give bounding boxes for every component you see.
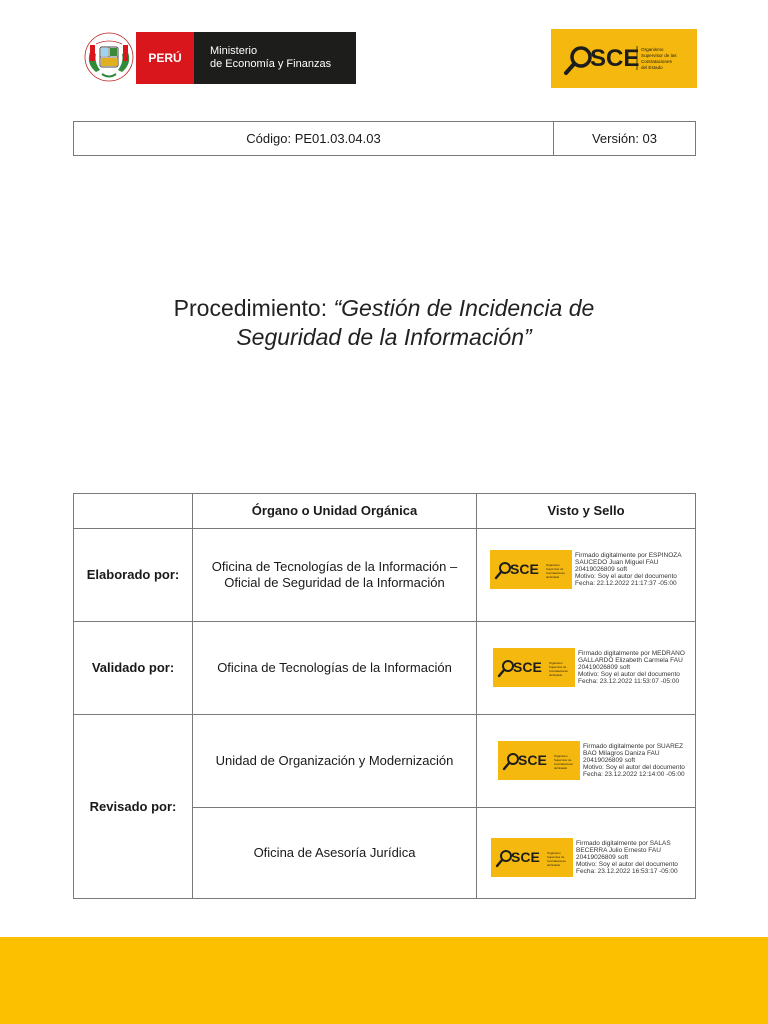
signature-stamp-2: [493, 648, 698, 687]
svg-text:Organismo: Organismo: [546, 563, 560, 567]
signature-line: Fecha: 23.12.2022 11:53:07 -05:00: [578, 678, 680, 685]
svg-text:SCE: SCE: [513, 659, 542, 675]
svg-text:Organismo: Organismo: [549, 661, 563, 665]
peru-mef-logo: [84, 30, 356, 84]
title-prefix: Procedimiento:: [173, 295, 334, 321]
signature-stamp-3: [498, 741, 703, 780]
organ-line: Oficial de Seguridad de la Información: [224, 575, 445, 590]
signature-line: Firmado digitalmente por ESPINOZA: [575, 552, 682, 559]
svg-text:Supervisor de: Supervisor de: [546, 567, 564, 571]
signature-line: Motivo: Soy el autor del documento: [578, 671, 680, 678]
svg-text:del Estado: del Estado: [549, 673, 563, 677]
signature-line: 20419026809 soft: [578, 664, 631, 671]
title-line1: “Gestión de Incidencia de: [333, 295, 595, 321]
svg-text:Supervisor de: Supervisor de: [547, 855, 565, 859]
header-seal: Visto y Sello: [547, 503, 625, 518]
signature-line: Motivo: Soy el autor del documento: [575, 573, 677, 580]
footer-band: [0, 937, 768, 1024]
svg-text:SCE: SCE: [511, 849, 540, 865]
document-code-table: [73, 121, 696, 156]
signature-line: BECERRA Julio Ernesto FAU: [576, 847, 661, 854]
svg-text:del Estado: del Estado: [546, 575, 560, 579]
osce-logo: [551, 29, 697, 88]
signature-text: [578, 650, 698, 685]
signature-line: BAO Milagros Daniza FAU: [583, 750, 660, 757]
signature-stamp-4: [491, 838, 696, 877]
role-validado: Validado por:: [91, 660, 175, 675]
header-organ: Órgano o Unidad Orgánica: [251, 503, 418, 518]
ministry-label: [194, 32, 356, 84]
signature-line: Firmado digitalmente por SUAREZ: [583, 743, 684, 750]
svg-text:Supervisor de las: Supervisor de las: [641, 53, 677, 58]
ministry-line1: Ministerio: [210, 45, 258, 57]
svg-text:Organismo: Organismo: [547, 851, 561, 855]
document-code: Código: PE01.03.04.03: [74, 122, 554, 155]
signature-line: 20419026809 soft: [575, 566, 628, 573]
role-elaborado: Elaborado por:: [86, 567, 180, 582]
svg-text:SCE: SCE: [510, 561, 539, 577]
svg-text:del Estado: del Estado: [641, 65, 663, 70]
organ-revisado-2: Oficina de Asesoría Jurídica: [253, 845, 416, 860]
svg-text:Supervisor de: Supervisor de: [554, 758, 572, 762]
coat-of-arms-icon: [84, 30, 134, 84]
svg-text:Contrataciones: Contrataciones: [549, 669, 568, 673]
document-version: Versión: 03: [591, 131, 658, 146]
ministry-line2: de Economía y Finanzas: [210, 58, 332, 70]
signature-line: Motivo: Soy el autor del documento: [583, 764, 685, 771]
signature-text: [575, 552, 695, 587]
signature-line: Fecha: 23.12.2022 12:14:00 -05:00: [583, 771, 685, 778]
svg-text:Organismo: Organismo: [554, 754, 568, 758]
role-revisado: Revisado por:: [89, 798, 177, 814]
organ-validado: Oficina de Tecnologías de la Información: [217, 660, 452, 675]
svg-text:del Estado: del Estado: [547, 863, 561, 867]
organ-elaborado: [193, 529, 476, 621]
signature-line: Firmado digitalmente por SALAS: [576, 840, 671, 847]
signature-line: Fecha: 22.12.2022 21:17:37 -05:00: [575, 580, 677, 587]
svg-text:del Estado: del Estado: [554, 766, 568, 770]
title-line2: Seguridad de la Información”: [236, 324, 532, 350]
signature-line: Fecha: 23.12.2022 16:53:17 -05:00: [576, 868, 678, 875]
svg-text:SCE: SCE: [590, 45, 640, 72]
svg-text:Contrataciones: Contrataciones: [641, 59, 672, 64]
organ-revisado-1: Unidad de Organización y Modernización: [215, 753, 454, 768]
document-title: [90, 294, 678, 352]
svg-text:SCE: SCE: [518, 752, 547, 768]
osce-stamp-logo: [493, 648, 575, 687]
signature-line: 20419026809 soft: [576, 854, 629, 861]
osce-logo-graphic: [551, 29, 697, 88]
signature-line: 20419026809 soft: [583, 757, 636, 764]
svg-text:Contrataciones: Contrataciones: [554, 762, 573, 766]
signature-text: [576, 840, 696, 875]
osce-stamp-logo: [490, 550, 572, 589]
osce-stamp-logo: [491, 838, 573, 877]
svg-text:Contrataciones: Contrataciones: [546, 571, 565, 575]
organ-line: Oficina de Tecnologías de la Información –: [211, 559, 458, 574]
signature-line: GALLARDO Elizabeth Carmela FAU: [578, 657, 683, 664]
svg-text:Supervisor de: Supervisor de: [549, 665, 567, 669]
approval-table: [73, 493, 696, 899]
svg-text:Contrataciones: Contrataciones: [547, 859, 566, 863]
svg-text:Organismo: Organismo: [641, 47, 664, 52]
signature-line: Firmado digitalmente por MEDRANO: [578, 650, 685, 657]
signature-line: Motivo: Soy el autor del documento: [576, 861, 678, 868]
peru-label: PERÚ: [136, 32, 194, 84]
signature-stamp-1: [490, 550, 695, 589]
signature-line: SAUCEDO Juan Miguel FAU: [575, 559, 659, 566]
osce-stamp-logo: [498, 741, 580, 780]
signature-text: [583, 743, 703, 778]
